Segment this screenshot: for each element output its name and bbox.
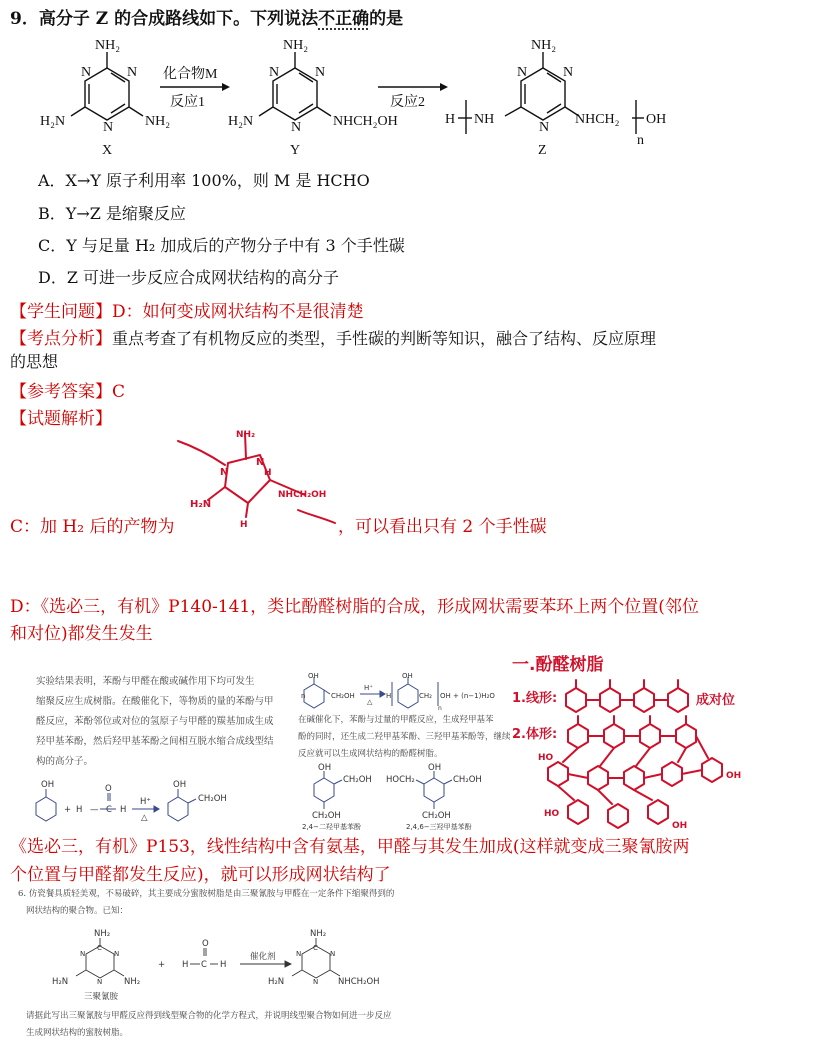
eq-plus: + bbox=[64, 805, 72, 815]
hw-oh-2: OH bbox=[672, 821, 688, 831]
ce-ch2oh: CH₂OH bbox=[331, 692, 355, 700]
eq-h-right: H bbox=[120, 805, 127, 815]
x-nh2-right: NH₂ bbox=[145, 114, 171, 129]
cond-reaction1: 反应1 bbox=[170, 95, 205, 110]
hw-item1-tail: 成对位 bbox=[696, 693, 736, 708]
eq-h-left: H bbox=[76, 805, 83, 815]
eq-ch2oh: CH₂OH bbox=[198, 794, 227, 804]
p-nh2-top: NH₂ bbox=[310, 929, 327, 939]
label-x: X bbox=[102, 143, 113, 158]
m-nh2-right: NH₂ bbox=[124, 977, 141, 987]
tb1-right-line: 酚的同时，还生成二羟甲基苯酚、三羟甲基苯酚等，继续 bbox=[298, 732, 511, 742]
hw-item2: 2.体形: bbox=[512, 727, 558, 742]
z-nh2-top: NH₂ bbox=[531, 38, 557, 53]
z-n1: N bbox=[517, 65, 528, 80]
option-b: B．Y→Z 是缩聚反应 bbox=[38, 204, 186, 223]
f-h-left: H bbox=[182, 960, 189, 970]
caption-dihydroxymethyl: 2,4−二羟甲基苯酚 bbox=[302, 823, 361, 831]
z-n-subscript: n bbox=[637, 133, 644, 148]
textbook2-intro bbox=[18, 886, 394, 920]
hw-ho-1: HO bbox=[538, 753, 554, 763]
option-d: D．Z 可进一步反应合成网状结构的高分子 bbox=[38, 268, 340, 287]
m-h2n: H₂N bbox=[52, 977, 69, 987]
linear-resin-chain bbox=[566, 680, 688, 712]
p-nhch2oh: NHCH₂OH bbox=[338, 977, 380, 987]
sketch-nh2: NH₂ bbox=[236, 430, 256, 440]
tb1-left-line: 羟甲基苯酚，然后羟甲基苯酚之间相互脱水缩合成线型结 bbox=[36, 736, 274, 747]
s1-oh: OH bbox=[318, 763, 332, 773]
z-oh: OH bbox=[646, 112, 667, 127]
z-n2: N bbox=[563, 65, 574, 80]
textbook1-left-text bbox=[36, 672, 286, 772]
tb1-right-line: 在碱催化下，苯酚与过量的甲醛反应，生成羟甲基苯 bbox=[298, 715, 494, 725]
d-line-2: 和对位)都发生发生 bbox=[10, 624, 153, 644]
ce-oh2: OH bbox=[402, 672, 413, 680]
tb2-outro-line-2: 生成网状结构的蜜胺树脂。 bbox=[26, 1028, 129, 1038]
tb1-left-line: 实验结果表明，苯酚与甲醛在酸或碱作用下均可发生 bbox=[36, 676, 255, 687]
s2-ch2oh: CH₂OH bbox=[453, 775, 482, 785]
eq-heat: △ bbox=[141, 813, 148, 823]
m-n1: N bbox=[80, 950, 86, 958]
y-h2n-left: H₂N bbox=[228, 114, 254, 129]
title-post: 的是 bbox=[369, 9, 404, 29]
p-h2n: H₂N bbox=[268, 977, 285, 987]
x-n2: N bbox=[127, 65, 138, 80]
sketch-nhch2oh: NHCH₂OH bbox=[278, 490, 327, 500]
m-n3: N bbox=[97, 978, 103, 986]
y-n1: N bbox=[269, 65, 280, 80]
p-n3: N bbox=[313, 978, 319, 986]
sketch-h1: H bbox=[264, 468, 272, 478]
label-z: Z bbox=[538, 143, 547, 158]
label-y: Y bbox=[290, 143, 301, 158]
analysis-text-2: 的思想 bbox=[10, 352, 59, 371]
sketch-h2n: H₂N bbox=[190, 499, 212, 510]
tb1-right-line: 反应就可以生成网状结构的酚醛树脂。 bbox=[298, 749, 443, 759]
eq-o: O bbox=[105, 784, 112, 794]
p153-line-2: 个位置与甲醛都发生反应)，就可以形成网状结构了 bbox=[10, 865, 391, 885]
textbook2-outro bbox=[26, 1008, 392, 1042]
hw-title: 一.酚醛树脂 bbox=[512, 655, 604, 675]
student-question: 【学生问题】D：如何变成网状结构不是很清楚 bbox=[10, 302, 364, 322]
arrow-reaction2 bbox=[378, 83, 448, 91]
title-pre: 9．高分子 Z 的合成路线如下。下列说法 bbox=[10, 9, 319, 29]
textbook1-right-text bbox=[298, 712, 528, 763]
hydroxymethylphenol-structures bbox=[300, 762, 500, 832]
sketch-h2: H bbox=[240, 520, 248, 530]
c-line-pre: C：加 H₂ 后的产物为 bbox=[10, 517, 175, 537]
ce-h: H bbox=[386, 692, 392, 700]
p153-line-1: 《选必三，有机》P153，线性结构中含有氨基，甲醛与其发生加成(这样就变成三聚氰胺两 bbox=[10, 837, 690, 857]
z-h: H bbox=[445, 112, 456, 127]
hw-ho-2: HO bbox=[544, 809, 560, 819]
tb1-left-line: 构的高分子。 bbox=[36, 756, 94, 767]
s1-ch2oh-b: CH₂OH bbox=[312, 811, 341, 821]
eq-oh: OH bbox=[41, 780, 55, 790]
ce-product: OH + (n−1)H₂O bbox=[440, 692, 495, 700]
analysis-text-1: 重点考查了有机物反应的类型，手性碳的判断等知识，融合了结构、反应原理 bbox=[112, 329, 657, 348]
ce-n: n bbox=[301, 692, 306, 700]
hw-oh-1: OH bbox=[726, 771, 742, 781]
eq-c: C bbox=[106, 805, 112, 815]
s2-oh: OH bbox=[428, 763, 442, 773]
y-nh2-top: NH₂ bbox=[283, 38, 309, 53]
phenol-formaldehyde-equation bbox=[28, 775, 268, 835]
z-nh: NH bbox=[474, 112, 495, 127]
s2-hoch2: HOCH₂ bbox=[386, 775, 415, 785]
ce-hplus: H⁺ bbox=[364, 684, 373, 692]
m-nh2-top: NH₂ bbox=[94, 929, 111, 939]
catalyst: 催化剂 bbox=[250, 952, 276, 962]
m-caption: 三聚氰胺 bbox=[84, 992, 119, 1002]
z-n3: N bbox=[539, 120, 550, 135]
option-a: A．X→Y 原子利用率 100%，则 M 是 HCHO bbox=[38, 171, 370, 190]
x-nh2-top: NH₂ bbox=[95, 38, 121, 53]
x-h2n-left: H₂N bbox=[40, 114, 66, 129]
f-o: O bbox=[202, 939, 209, 949]
reaction-scheme bbox=[0, 28, 828, 163]
option-c: C．Y 与足量 H₂ 加成后的产物分子中有 3 个手性碳 bbox=[38, 236, 405, 255]
tb1-left-line: 缩聚反应生成树脂。在酸催化下，等物质的量的苯酚与甲 bbox=[36, 696, 274, 707]
s1-ch2oh: CH₂OH bbox=[343, 775, 372, 785]
x-n1: N bbox=[81, 65, 92, 80]
analysis-line-1 bbox=[10, 324, 656, 349]
tb2-intro-line-2: 网状结构的聚合物。已知： bbox=[26, 906, 129, 916]
reference-answer: 【参考答案】C bbox=[10, 382, 126, 402]
y-nhch2oh: NHCH₂OH bbox=[333, 114, 398, 129]
tb1-left-line: 醛反应，苯酚邻位或对位的氢原子与甲醛的羰基加成生成 bbox=[36, 716, 274, 727]
s2-ch2oh-b: CH₂OH bbox=[422, 811, 451, 821]
f-c: C bbox=[201, 960, 207, 970]
x-n3: N bbox=[103, 120, 114, 135]
ce-n-sub: n bbox=[438, 705, 442, 712]
ce-ch2: CH₂ bbox=[419, 692, 432, 700]
m-c1: C bbox=[97, 944, 102, 952]
sketch-n2: N bbox=[220, 467, 229, 478]
explain-label: 【试题解析】 bbox=[10, 409, 112, 429]
m-plus: + bbox=[158, 960, 166, 970]
p-n2: N bbox=[330, 950, 336, 958]
arrow-reaction1 bbox=[160, 83, 230, 91]
melamine-reaction bbox=[40, 924, 380, 1004]
m-n2: N bbox=[114, 950, 120, 958]
question-title bbox=[10, 4, 403, 29]
ce-oh: OH bbox=[308, 672, 319, 680]
ce-heat: △ bbox=[367, 698, 373, 706]
p-n1: N bbox=[296, 950, 302, 958]
f-h-right: H bbox=[220, 960, 227, 970]
caption-trihydroxymethyl: 2,4,6−三羟甲基苯酚 bbox=[406, 823, 472, 831]
molecule-x bbox=[71, 52, 143, 120]
eq-oh2: OH bbox=[173, 780, 187, 790]
eq-hplus: H⁺ bbox=[140, 797, 151, 807]
y-n2: N bbox=[315, 65, 326, 80]
hw-item1: 1.线形: bbox=[512, 691, 558, 706]
c-line-post: ，可以看出只有 2 个手性碳 bbox=[338, 517, 547, 537]
y-n3: N bbox=[291, 120, 302, 135]
p-c1: C bbox=[313, 944, 318, 952]
d-line-1: D：《选必三，有机》P140-141，类比酚醛树脂的合成，形成网状需要苯环上两个位置(邻位 bbox=[10, 597, 699, 617]
tb2-outro-line-1: 请据此写出三聚氰胺与甲醛反应得到线型聚合物的化学方程式，并说明线型聚合物如何进一步反应 bbox=[26, 1011, 392, 1021]
handwritten-product-sketch bbox=[170, 425, 350, 535]
tb2-intro-line-1: 6. 仿瓷餐具质轻美观，不易破碎，其主要成分蜜胺树脂是由三聚氰胺与甲醛在一定条件下缩聚得到的 bbox=[18, 889, 395, 899]
z-nhch2: NHCH₂ bbox=[575, 112, 620, 127]
title-emphasis: 不正确 bbox=[318, 9, 370, 29]
cond-reaction2: 反应2 bbox=[390, 95, 425, 110]
analysis-label: 【考点分析】 bbox=[10, 329, 112, 349]
reagent-m: 化合物M bbox=[163, 67, 218, 82]
molecule-y bbox=[259, 52, 331, 120]
condensation-equation bbox=[298, 672, 518, 712]
sketch-n1: N bbox=[256, 457, 265, 468]
network-resin bbox=[548, 716, 722, 828]
eq-h-dash: — bbox=[90, 805, 99, 815]
handwritten-resin-notes bbox=[508, 648, 823, 838]
